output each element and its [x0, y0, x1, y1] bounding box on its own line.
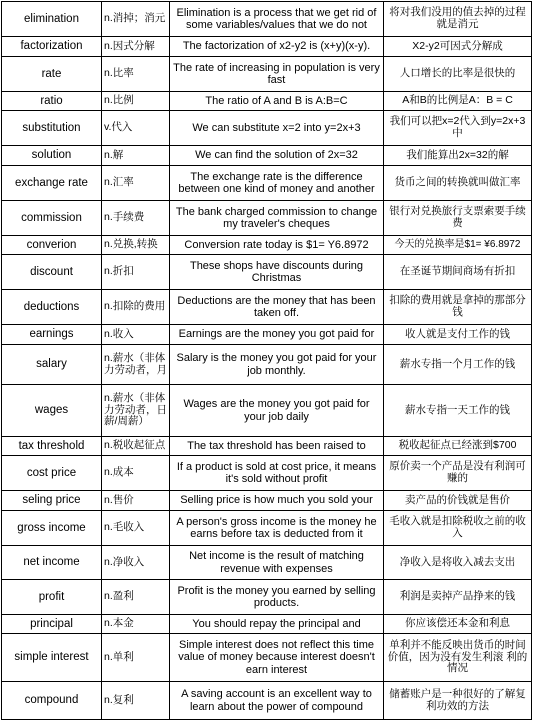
table-row — [2, 546, 532, 580]
chinese-translation-cell: 在圣诞节期间商场有折扣 — [384, 255, 532, 290]
table-row — [2, 385, 532, 437]
chinese-translation-cell: 薪水专指一个月工作的钱 — [384, 345, 532, 385]
part-of-speech-cell: n.本金 — [102, 615, 170, 634]
table-row — [2, 634, 532, 682]
term-cell: salary — [2, 345, 102, 385]
term-cell: seling price — [2, 491, 102, 511]
example-sentence-cell: Conversion rate today is $1= Y6.8972 — [170, 236, 384, 255]
example-sentence-cell: The exchange rate is the difference between one kind of money and another — [170, 166, 384, 201]
table-row — [2, 146, 532, 166]
example-sentence-cell: We can substitute x=2 into y=2x+3 — [170, 111, 384, 146]
chinese-translation-cell: 单利并不能反映出货币的时间价值，因为没有发生利滚 利的情况 — [384, 634, 532, 682]
table-row — [2, 37, 532, 57]
term-cell: ratio — [2, 92, 102, 111]
chinese-translation-cell: 我们可以把x=2代入到y=2x+3中 — [384, 111, 532, 146]
chinese-translation-cell: 利润是卖掉产品挣来的钱 — [384, 580, 532, 615]
part-of-speech-cell: n.汇率 — [102, 166, 170, 201]
term-cell: earnings — [2, 325, 102, 345]
part-of-speech-cell: n.盈利 — [102, 580, 170, 615]
vocabulary-table-body — [2, 2, 532, 720]
chinese-translation-cell: 今天的兑换率是$1= ¥6.8972 — [384, 236, 532, 255]
example-sentence-cell: Net income is the result of matching revenue with expenses — [170, 546, 384, 580]
term-cell: commission — [2, 201, 102, 236]
example-sentence-cell: Salary is the money you got paid for your job monthly. — [170, 345, 384, 385]
table-row — [2, 456, 532, 491]
chinese-translation-cell: 扣除的费用就是拿掉的那部分钱 — [384, 290, 532, 325]
term-cell: converion — [2, 236, 102, 255]
chinese-translation-cell: 你应该偿还本金和利息 — [384, 615, 532, 634]
table-row — [2, 682, 532, 720]
example-sentence-cell: These shops have discounts during Christmas — [170, 255, 384, 290]
chinese-translation-cell: X2-y2可因式分解成 — [384, 37, 532, 57]
part-of-speech-cell: n.复利 — [102, 682, 170, 720]
term-cell: rate — [2, 57, 102, 92]
part-of-speech-cell: n.因式分解 — [102, 37, 170, 57]
example-sentence-cell: Deductions are the money that has been taken off. — [170, 290, 384, 325]
part-of-speech-cell: n.薪水（非体力劳动者，月 — [102, 345, 170, 385]
part-of-speech-cell: n.扣除的费用 — [102, 290, 170, 325]
example-sentence-cell: A saving account is an excellent way to learn about the power of compound — [170, 682, 384, 720]
term-cell: tax threshold — [2, 437, 102, 456]
example-sentence-cell: The bank charged commission to change my traveler's cheques — [170, 201, 384, 236]
chinese-translation-cell: 我们能算出2x=32的解 — [384, 146, 532, 166]
example-sentence-cell: Wages are the money you got paid for your job daily — [170, 385, 384, 437]
table-row — [2, 511, 532, 546]
example-sentence-cell: Simple interest does not reflect this time value of money because interest doesn't earn interest — [170, 634, 384, 682]
example-sentence-cell: The tax threshold has been raised to — [170, 437, 384, 456]
term-cell: wages — [2, 385, 102, 437]
table-row — [2, 236, 532, 255]
chinese-translation-cell: 毛收入就是扣除税收之前的收入 — [384, 511, 532, 546]
example-sentence-cell: Profit is the money you earned by selling products. — [170, 580, 384, 615]
term-cell: exchange rate — [2, 166, 102, 201]
term-cell: net income — [2, 546, 102, 580]
part-of-speech-cell: n.兑换,转换 — [102, 236, 170, 255]
term-cell: gross income — [2, 511, 102, 546]
chinese-translation-cell: 薪水专指一天工作的钱 — [384, 385, 532, 437]
table-row — [2, 325, 532, 345]
term-cell: elimination — [2, 2, 102, 37]
term-cell: substitution — [2, 111, 102, 146]
table-row — [2, 92, 532, 111]
table-row — [2, 166, 532, 201]
part-of-speech-cell: n.薪水（非体力劳动者，日薪/周薪） — [102, 385, 170, 437]
table-row — [2, 111, 532, 146]
chinese-translation-cell: 货币之间的转换就叫做汇率 — [384, 166, 532, 201]
chinese-translation-cell: 净收入是将收入减去支出 — [384, 546, 532, 580]
part-of-speech-cell: n.比率 — [102, 57, 170, 92]
part-of-speech-cell: n.收入 — [102, 325, 170, 345]
table-row — [2, 201, 532, 236]
example-sentence-cell: Selling price is how much you sold your — [170, 491, 384, 511]
part-of-speech-cell: n.毛收入 — [102, 511, 170, 546]
chinese-translation-cell: 银行对兑换旅行支票索要手续费 — [384, 201, 532, 236]
chinese-translation-cell: 税收起征点已经涨到$700 — [384, 437, 532, 456]
term-cell: solution — [2, 146, 102, 166]
part-of-speech-cell: n.手续费 — [102, 201, 170, 236]
example-sentence-cell: You should repay the principal and — [170, 615, 384, 634]
part-of-speech-cell: n.成本 — [102, 456, 170, 491]
example-sentence-cell: Elimination is a process that we get rid of some variables/values that we do not — [170, 2, 384, 37]
example-sentence-cell: The ratio of A and B is A:B=C — [170, 92, 384, 111]
term-cell: factorization — [2, 37, 102, 57]
part-of-speech-cell: n.消掉；消元 — [102, 2, 170, 37]
term-cell: cost price — [2, 456, 102, 491]
chinese-translation-cell: 原价卖一个产品是没有利润可赚的 — [384, 456, 532, 491]
chinese-translation-cell: A和B的比例是A：B = C — [384, 92, 532, 111]
example-sentence-cell: If a product is sold at cost price, it means it's sold without profit — [170, 456, 384, 491]
part-of-speech-cell: n.折扣 — [102, 255, 170, 290]
table-row — [2, 491, 532, 511]
chinese-translation-cell: 人口增长的比率是很快的 — [384, 57, 532, 92]
part-of-speech-cell: v.代入 — [102, 111, 170, 146]
chinese-translation-cell: 卖产品的价钱就是售价 — [384, 491, 532, 511]
example-sentence-cell: Earnings are the money you got paid for — [170, 325, 384, 345]
table-row — [2, 290, 532, 325]
part-of-speech-cell: n.单利 — [102, 634, 170, 682]
part-of-speech-cell: n.税收起征点 — [102, 437, 170, 456]
example-sentence-cell: The rate of increasing in population is very fast — [170, 57, 384, 92]
example-sentence-cell: A person's gross income is the money he earns before tax is deducted from it — [170, 511, 384, 546]
part-of-speech-cell: n.解 — [102, 146, 170, 166]
part-of-speech-cell: n.净收入 — [102, 546, 170, 580]
term-cell: deductions — [2, 290, 102, 325]
table-row — [2, 345, 532, 385]
table-row — [2, 580, 532, 615]
table-row — [2, 615, 532, 634]
table-row — [2, 2, 532, 37]
example-sentence-cell: We can find the solution of 2x=32 — [170, 146, 384, 166]
table-row — [2, 57, 532, 92]
term-cell: principal — [2, 615, 102, 634]
part-of-speech-cell: n.售价 — [102, 491, 170, 511]
vocabulary-table — [1, 1, 532, 720]
term-cell: compound — [2, 682, 102, 720]
part-of-speech-cell: n.比例 — [102, 92, 170, 111]
table-row — [2, 255, 532, 290]
chinese-translation-cell: 收人就是支付工作的钱 — [384, 325, 532, 345]
example-sentence-cell: The factorization of x2-y2 is (x+y)(x-y). — [170, 37, 384, 57]
term-cell: discount — [2, 255, 102, 290]
term-cell: profit — [2, 580, 102, 615]
chinese-translation-cell: 将对我们没用的值去掉的过程就是消元 — [384, 2, 532, 37]
table-row — [2, 437, 532, 456]
term-cell: simple interest — [2, 634, 102, 682]
chinese-translation-cell: 储蓄账户是一种很好的了解复利功效的方法 — [384, 682, 532, 720]
